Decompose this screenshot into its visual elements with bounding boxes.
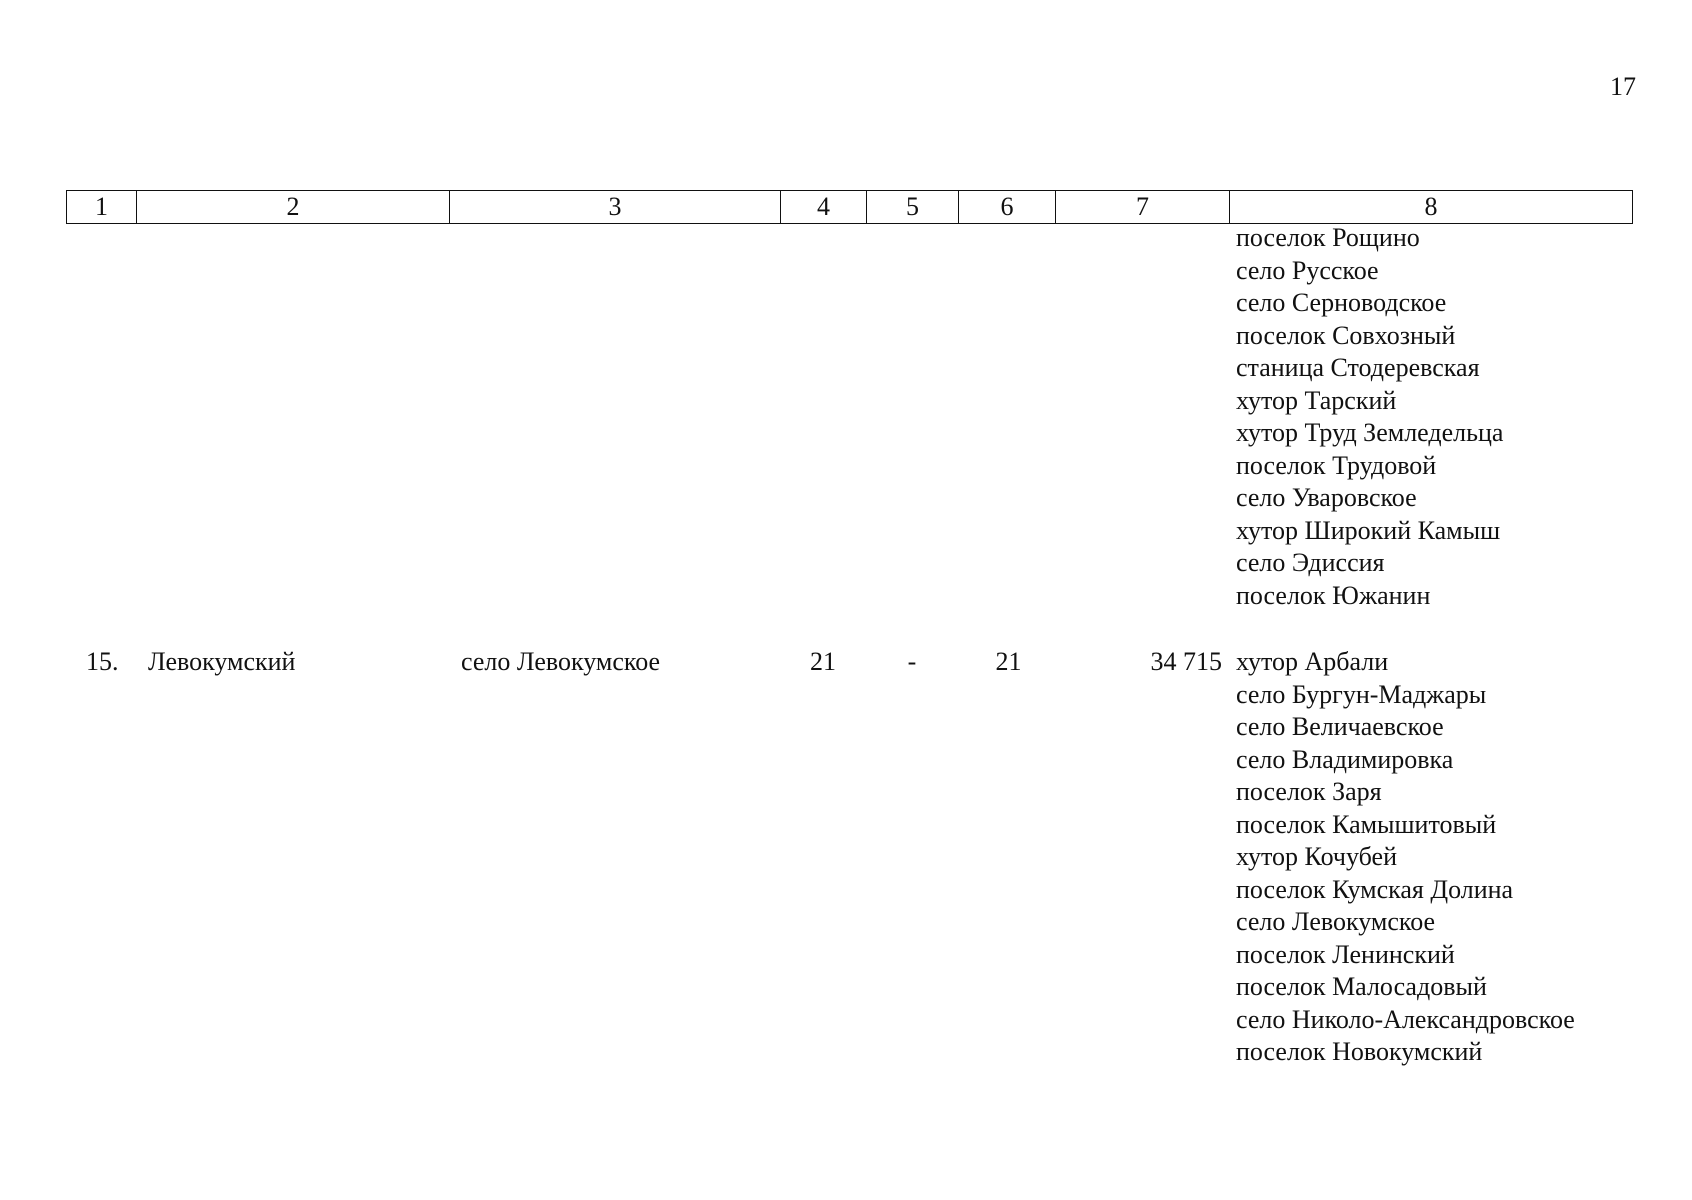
population-value: 34 715: [1150, 647, 1222, 676]
administrative-center: село Левокумское: [461, 647, 661, 676]
settlement-item: поселок Совхозный: [1236, 320, 1456, 350]
settlement-item: поселок Заря: [1236, 777, 1382, 806]
column-7-number: 7: [1056, 191, 1230, 224]
column-2-number: 2: [137, 191, 450, 224]
settlement-item: поселок Кумская Долина: [1236, 874, 1514, 904]
settlement-item: поселок Малосадовый: [1236, 972, 1487, 1001]
column-4-number: 4: [781, 191, 867, 224]
settlement-item: село Левокумское: [1236, 907, 1436, 936]
settlement-item: хутор Тарский: [1236, 385, 1397, 415]
settlement-item: хутор Труд Земледельца: [1236, 418, 1504, 447]
settlement-item: село Уваровское: [1236, 483, 1417, 512]
settlement-item: станица Стодеревская: [1236, 353, 1480, 382]
column-6-value: 21: [995, 647, 1022, 676]
page-number: 17: [1610, 72, 1636, 101]
column-4-value: 21: [810, 647, 836, 676]
settlement-item: поселок Ленинский: [1236, 939, 1455, 969]
settlement-item: поселок Камышитовый: [1236, 809, 1497, 839]
settlement-item: село Эдиссия: [1236, 548, 1385, 577]
column-number-header: [66, 190, 1633, 224]
settlement-item: село Николо-Александровское: [1236, 1004, 1575, 1034]
settlement-item: село Серноводское: [1236, 288, 1447, 317]
continued-settlement-list: [1236, 222, 1503, 612]
column-6-number: 6: [959, 191, 1056, 224]
district-name: Левокумский: [148, 647, 296, 676]
settlement-item: поселок Южанин: [1236, 580, 1431, 610]
column-8-number: 8: [1230, 191, 1633, 224]
settlement-item: село Владимировка: [1236, 744, 1454, 774]
settlement-item: поселок Трудовой: [1236, 450, 1437, 480]
settlement-item: хутор Широкий Камыш: [1236, 515, 1501, 545]
settlement-item: хутор Арбали: [1236, 647, 1389, 676]
row-number: 15.: [86, 647, 119, 676]
column-1-number: 1: [67, 191, 137, 224]
column-5-number: 5: [867, 191, 959, 224]
settlement-item: село Бургун-Маджары: [1236, 679, 1487, 709]
settlement-item: село Русское: [1236, 255, 1379, 285]
settlement-item: село Величаевское: [1236, 712, 1444, 741]
settlement-list: [1236, 646, 1575, 1069]
settlement-item: поселок Рощино: [1236, 223, 1420, 252]
column-3-number: 3: [450, 191, 781, 224]
settlement-item: поселок Новокумский: [1236, 1037, 1483, 1066]
settlement-item: хутор Кочубей: [1236, 842, 1397, 871]
column-5-value: -: [907, 647, 917, 676]
